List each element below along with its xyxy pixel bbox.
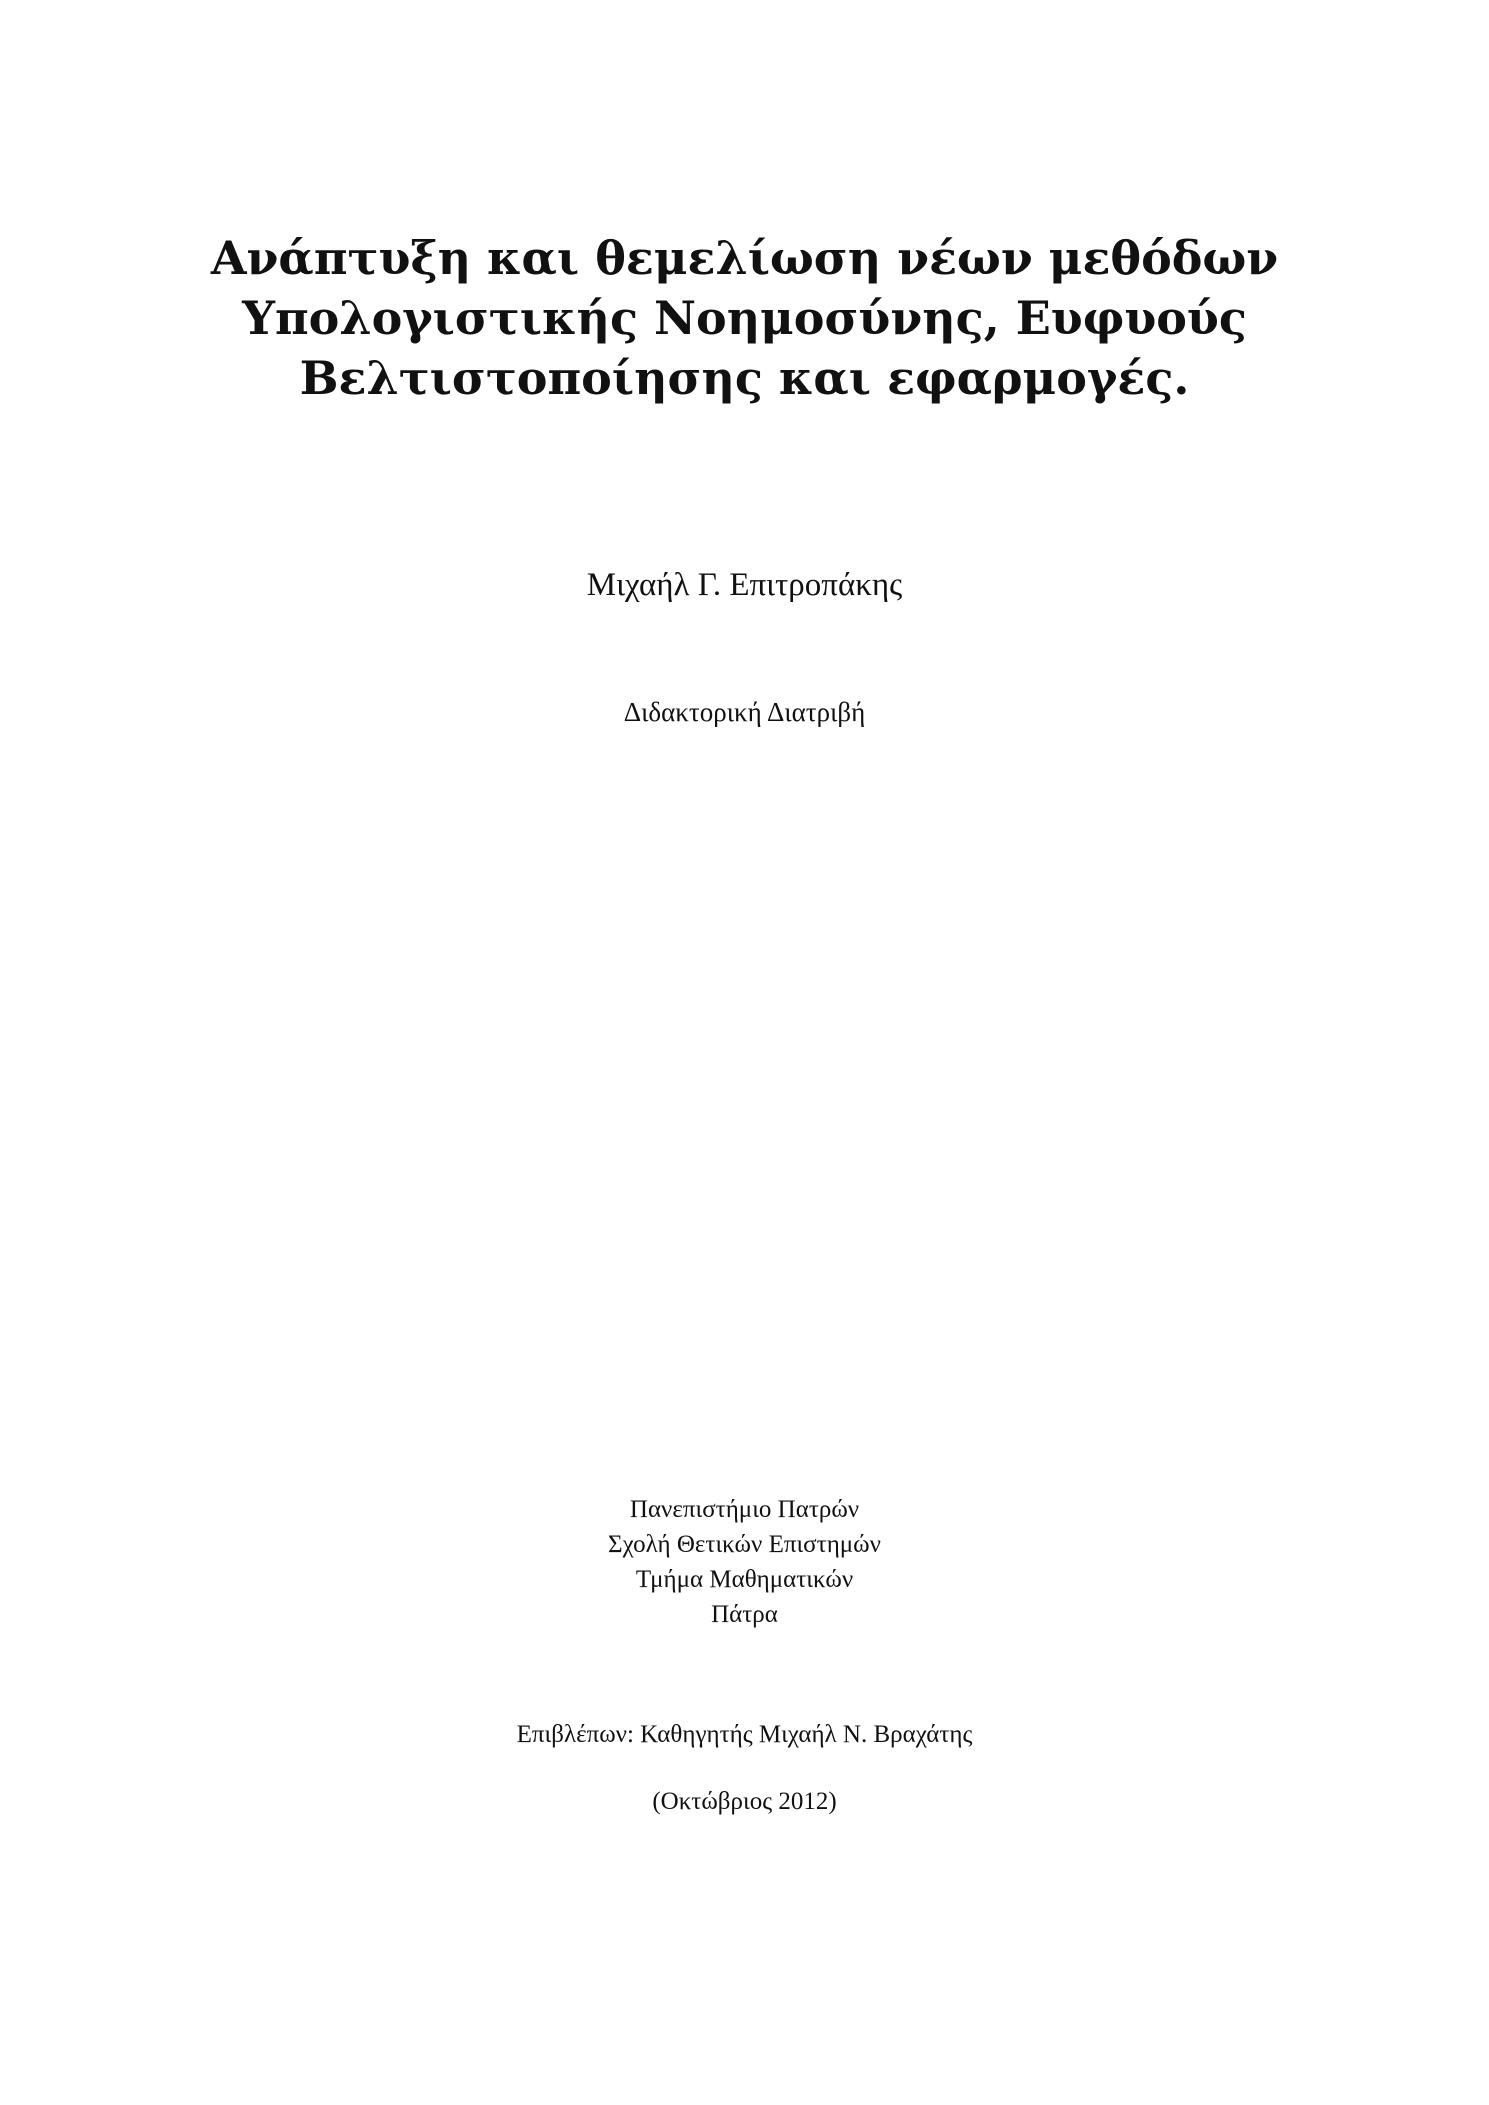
document-type: Διδακτορική Διατριβή: [623, 697, 866, 727]
university-name: Πανεπιστήμιο Πατρών: [629, 1496, 860, 1523]
author-name: Μιχαήλ Γ. Επιτροπάκης: [586, 567, 903, 603]
department-name: Τμήμα Μαθηματικών: [635, 1566, 854, 1593]
thesis-title-line: Υπολογιστικής Νοημοσύνης, Ευφυούς: [242, 291, 1247, 345]
thesis-title-line: Βελτιστοποίησης και εφαρμογές.: [299, 351, 1190, 405]
date: (Οκτώβριος 2012): [652, 1788, 837, 1815]
school-name: Σχολή Θετικών Επιστημών: [608, 1531, 881, 1558]
institution-block: [0, 1492, 1489, 1632]
thesis-title: [0, 228, 1489, 408]
thesis-title-line: Ανάπτυξη και θεμελίωση νέων μεθόδων: [210, 231, 1279, 285]
city-name: Πάτρα: [711, 1601, 778, 1628]
supervisor: Επιβλέπων: Καθηγητής Μιχαήλ Ν. Βραχάτης: [516, 1721, 973, 1748]
